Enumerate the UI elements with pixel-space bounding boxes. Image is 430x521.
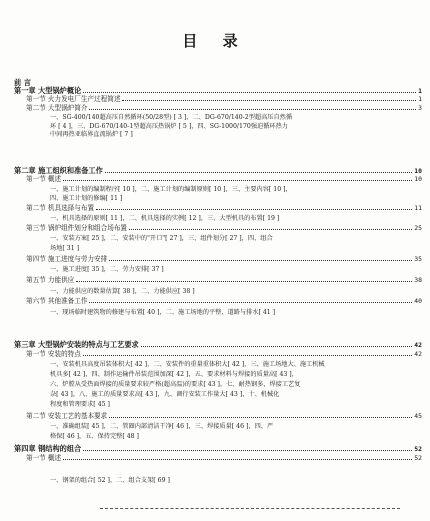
toc-subentry (50, 422, 422, 431)
toc-page-number: 45 (414, 412, 422, 420)
toc-page-number: 52 (414, 454, 422, 462)
toc-page-number: 25 (414, 224, 422, 232)
toc-page-number: 11 (414, 204, 422, 212)
toc-subentry (50, 476, 422, 485)
toc-leader-dots (76, 281, 412, 282)
toc-page-number: 35 (414, 255, 422, 263)
toc-label: 第一章 大型锅炉概论 (14, 86, 82, 95)
toc-section (26, 224, 422, 233)
toc-subentry (50, 390, 422, 399)
toc-leader-dots (122, 100, 416, 101)
toc-section (26, 454, 422, 463)
toc-leader-dots (109, 260, 412, 261)
toc-label: 第二节 大型锅炉简介 (26, 104, 88, 112)
toc-subentry (50, 214, 422, 223)
toc-subentry (50, 194, 422, 203)
toc-label: 杂[ 43 ]，八、施工的质量要求高[ 43 ]，九、调行安装工作量大[ 43 ]，十、机械化 (50, 391, 280, 398)
toc-label: 一、机具选择的原则[ 11 ]，二、机具选择的实例[ 12 ]，三、大型机具的布置[ 19 ] (50, 215, 280, 222)
toc-section (26, 350, 422, 359)
toc-section (26, 412, 422, 421)
toc-chapter (14, 340, 422, 350)
toc-leader-dots (89, 302, 412, 303)
toc-subentry (50, 287, 422, 296)
toc-page-number: 10 (414, 167, 422, 175)
toc-subentry (50, 234, 422, 243)
toc-subentry (50, 308, 422, 317)
toc-chapter (14, 444, 422, 454)
toc-label: 第二节 安装工艺的基本要求 (26, 412, 108, 420)
toc-label: 第三章 大型锅炉安装的特点与工艺要求 (14, 340, 139, 349)
toc-label: 第四节 施工进度与劳力安排 (26, 255, 108, 263)
toc-leader-dots (63, 459, 412, 460)
toc-subentry (50, 432, 422, 441)
toc-label: 第五节 力能供应 (26, 276, 75, 284)
toc-leader-dots (63, 180, 412, 181)
toc-leader-dots (83, 92, 416, 93)
toc-label: 第四章 钢结构的组合 (14, 444, 82, 453)
toc-section (26, 204, 422, 213)
toc-label: 一、安装机具高度吊装体积大[ 42 ]，二、安装件的重量重体积大[ 42 ]，三、施工场地大、施工机械 (50, 361, 325, 368)
toc-section (26, 255, 422, 264)
toc-label: 一、现场临时建筑物的修建与布置[ 40 ]，二、施工场地的平整、道路与排水[ 41 ] (50, 309, 276, 316)
toc-leader-dots (83, 450, 412, 451)
toc-page-number: 1 (418, 95, 422, 103)
toc-label: 第一节 概述 (26, 454, 62, 462)
toc-subentry (50, 400, 422, 409)
page-title: 目 录 (182, 32, 248, 50)
toc-label: 一、施工计划的编制程序[ 10 ]，二、施工计划的编制原则[ 10 ]，三、主要内容[ 10 ]， (50, 186, 292, 193)
toc-leader-dots (83, 355, 412, 356)
toc-label: 六、炉膛从受热面焊接的质量要求较严格(超高温)的要求[ 43 ]，七、耐热钢多，焊接工艺复 (50, 381, 301, 388)
toc-label: 第三节 锅炉组件划分和组合场布置 (26, 224, 128, 232)
toc-label: 一、SG-400/140超高压自然循环(50/28型) [ 3 ]，二、DG-670/140-2型超高压自然循 (50, 114, 293, 121)
toc-label: 第六节 其他准备工作 (26, 297, 88, 305)
toc-leader-dots (105, 172, 413, 173)
toc-page-number: 3 (418, 104, 422, 112)
toc-section (26, 297, 422, 306)
toc-page-number: 10 (414, 175, 422, 183)
toc-leader-dots (109, 417, 412, 418)
toc-page-number: 40 (414, 297, 422, 305)
toc-subentry (50, 185, 422, 194)
toc-page-number: 38 (414, 276, 422, 284)
toc-subentry (50, 265, 422, 274)
toc-leader-dots (141, 346, 413, 347)
toc-page-number: 1 (418, 87, 422, 95)
toc-subentry (50, 244, 422, 253)
toc-label: 一、力能供应的数量估算[ 38 ]，二、力能供应[ 38 ] (50, 288, 195, 295)
toc-label: 前 言 (14, 78, 31, 87)
toc-label: 中间再热亚临界直流锅炉 [ 7 ] (50, 131, 133, 138)
toc-page-number: 42 (414, 341, 422, 349)
toc-label: 格保[ 46 ]，五、保持完整[ 48 ] (50, 433, 139, 440)
toc-section (26, 95, 422, 104)
toc-label: 一、施工进度[ 35 ]，二、劳力安排[ 37 ] (50, 266, 164, 273)
toc-label: 第一节 概述 (26, 175, 62, 183)
toc-subentry (50, 370, 422, 379)
toc-subentry (50, 130, 422, 139)
toc-subentry (50, 113, 422, 122)
toc-section (26, 175, 422, 184)
toc-label: 四、施工计划的修编[ 11 ] (50, 195, 123, 202)
toc-subentry (50, 380, 422, 389)
toc-label: 程度和管理要求[ 45 ] (50, 401, 110, 408)
toc-label: 第二节 机具选择与布置 (26, 204, 95, 212)
toc-page-number: 42 (414, 350, 422, 358)
toc-leader-dots (96, 209, 412, 210)
toc-label: 第一节 火力发电厂生产过程简述 (26, 95, 121, 103)
toc-label: 一、安装方案[ 25 ]，二、安装中的"开口"[ 27 ]，三、组件划分[ 27 ]，四、组合 (50, 235, 273, 242)
toc-subentry (50, 360, 422, 369)
toc-section (26, 104, 422, 113)
toc-label: 场地[ 31 ] (50, 245, 80, 252)
toc-label: 机具多[ 42 ]，四、制作运输件吊装范围加深[ 42 ]，五、要求材料与焊接的质量高[ 43 ]， (50, 371, 298, 378)
toc-label: 环 [ 4 ]，三、DG-670/140-1型超高压热锅炉 [ 5 ]，四、SG-1000/170强迫循环热力 (50, 123, 288, 130)
toc-label: 第一节 安装的特点 (26, 350, 81, 358)
toc-label: 一、准确组装[ 45 ]，二、管圈内部清洁干净[ 46 ]，三、焊接质量[ 46 ]，四、严 (50, 423, 274, 430)
toc-leader-dots (129, 229, 412, 230)
toc-page-number: 52 (414, 445, 422, 453)
toc-label: 第二章 施工组织和准备工作 (14, 166, 103, 175)
toc-section (26, 276, 422, 285)
toc-label: 一、钢架的组合[ 52 ]，二、组合支架[ 69 ] (50, 477, 170, 484)
toc-leader-dots (89, 109, 416, 110)
scan-artifact-line (100, 504, 400, 509)
